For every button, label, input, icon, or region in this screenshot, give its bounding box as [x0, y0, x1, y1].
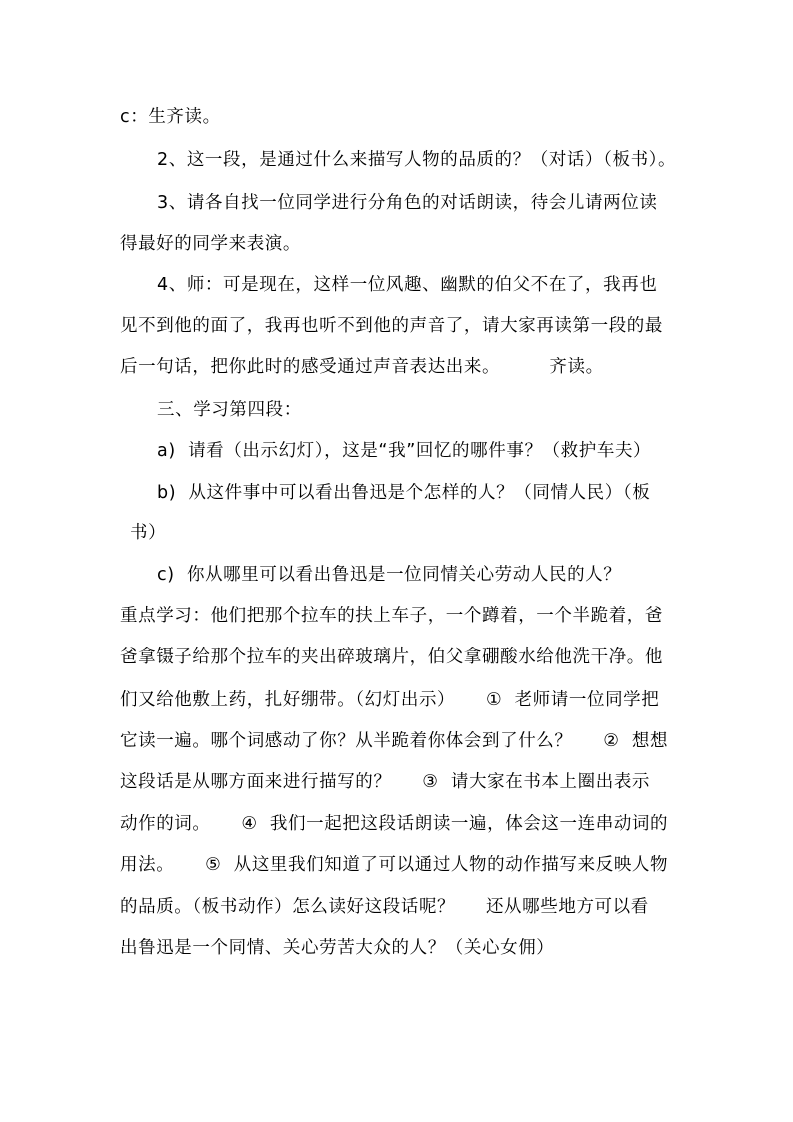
text-line-key-study-6: 动作的词。 ④ 我们一起把这段话朗读一遍，体会这一连串动词的 [120, 814, 669, 834]
text-line-key-study-9: 出鲁迅是一个同情、关心劳苦大众的人？（关心女佣） [120, 938, 555, 958]
text-line-key-study-7: 用法。 ⑤ 从这里我们知道了可以通过人物的动作描写来反映人物 [120, 855, 669, 875]
text-line-a: a) 请看（出示幻灯），这是“我”回忆的哪件事？（救护车夫） [157, 441, 652, 461]
text-line-item-4-cont-2: 后一句话，把你此时的感受通过声音表达出来。 齐读。 [120, 357, 604, 377]
text-line-item-3: 3、请各自找一位同学进行分角色的对话朗读，待会儿请两位读 [157, 193, 658, 213]
text-line-b: b) 从这件事中可以看出鲁迅是个怎样的人？（同情人民）（板 [157, 483, 651, 503]
text-line-key-study-2: 爸拿镊子给那个拉车的夹出碎玻璃片，伯父拿硼酸水给他洗干净。他 [120, 647, 663, 667]
text-line-key-study-3: 们又给他敷上药，扎好绷带。（幻灯出示） ① 老师请一位同学把 [120, 690, 660, 710]
text-line-key-study-4: 它读一遍。哪个词感动了你？从半跪着你体会到了什么？ ② 想想 [120, 731, 669, 751]
text-line-b-cont: 书） [130, 523, 167, 543]
text-line-item-4: 4、师：可是现在，这样一位风趣、幽默的伯父不在了，我再也 [157, 275, 658, 295]
text-line-key-study-8: 的品质。（板书动作）怎么读好这段话呢？ 还从哪些地方可以看 [120, 897, 649, 917]
text-line-item-4-cont-1: 见不到他的面了，我再也听不到他的声音了，请大家再读第一段的最 [120, 316, 663, 336]
text-line-c: c) 你从哪里可以看出鲁迅是一位同情关心劳动人民的人？ [157, 565, 622, 585]
text-line-key-study-5: 这段话是从哪方面来进行描写的？ ③ 请大家在书本上圈出表示 [120, 772, 651, 792]
text-line-item-2: 2、这一段，是通过什么来描写人物的品质的？（对话）（板书）。 [157, 150, 677, 170]
text-line-key-study-1: 重点学习：他们把那个拉车的扶上车子，一个蹲着，一个半跪着，爸 [120, 606, 663, 626]
section-heading-part-4: 三、学习第四段： [157, 400, 302, 420]
text-line-c-reading: c：生齐读。 [120, 107, 221, 127]
text-line-item-3-cont: 得最好的同学来表演。 [120, 234, 301, 254]
